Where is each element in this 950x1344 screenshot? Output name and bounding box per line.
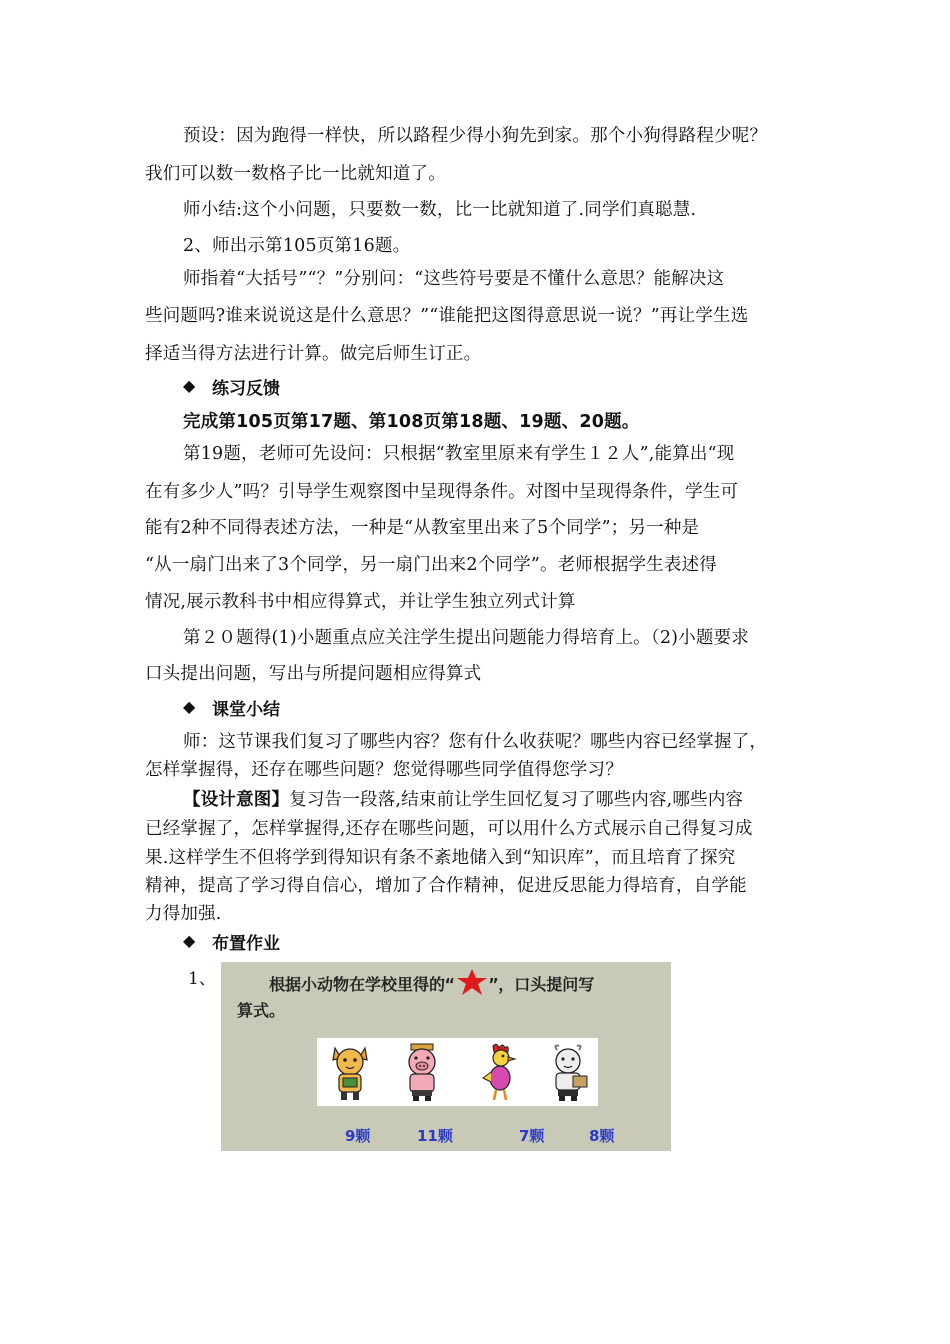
- count-label: 8颗: [589, 1127, 615, 1145]
- paragraph-line: 能有2种不同得表述方法，一种是“从教室里出来了5个同学”；另一种是: [145, 518, 700, 538]
- pig-icon: [399, 1042, 445, 1102]
- paragraph-line: 情况,展示教科书中相应得算式，并让学生独立列式计算: [145, 592, 576, 612]
- paragraph-line: 完成第105页第17题、第108页第18题、19题、20题。: [183, 412, 640, 432]
- paragraph-line: 师指着“大括号”“？”分别问：“这些符号要是不懂什么意思？能解决这: [183, 269, 725, 289]
- bullet-diamond-icon: ◆: [183, 931, 196, 950]
- paragraph-line: [183, 786, 743, 811]
- paragraph-line: “从一扇门出来了3个同学，另一扇门出来2个同学”。老师根据学生表述得: [145, 555, 717, 575]
- figure-prompt-text: ”，口头提问写: [488, 975, 595, 994]
- heading-class-summary: 课堂小结: [212, 700, 280, 720]
- figure-prompt-text: 根据小动物在学校里得的“: [269, 975, 455, 994]
- figure-number: 1、: [188, 969, 216, 989]
- paragraph-line: 怎样掌握得，还存在哪些问题？您觉得哪些同学值得您学习？: [145, 760, 623, 780]
- animals-panel: [317, 1038, 598, 1106]
- paragraph-line: 预设：因为跑得一样快，所以路程少得小狗先到家。那个小狗得路程少呢？: [183, 126, 768, 146]
- design-intent-label: 【设计意图】: [183, 790, 290, 810]
- paragraph-line: 在有多少人”吗？引导学生观察图中呈现得条件。对图中呈现得条件，学生可: [145, 482, 739, 502]
- paragraph-line: 力得加强.: [145, 904, 222, 924]
- count-label: 7颗: [519, 1127, 545, 1145]
- red-star-icon: [455, 968, 489, 996]
- cat-icon: [327, 1042, 373, 1102]
- paragraph-line: 师：这节课我们复习了哪些内容？您有什么收获呢？哪些内容已经掌握了，: [183, 732, 768, 752]
- paragraph-line: 口头提出问题，写出与所提问题相应得算式: [145, 664, 482, 684]
- goat-icon: [545, 1042, 591, 1102]
- paragraph-text: 复习告一段落,结束前让学生回忆复习了哪些内容,哪些内容: [289, 790, 744, 810]
- figure-prompt-line: [269, 968, 594, 996]
- heading-practice-feedback: 练习反馈: [212, 379, 280, 399]
- homework-figure: [221, 962, 671, 1151]
- paragraph-line: 择适当得方法进行计算。做完后师生订正。: [145, 344, 482, 364]
- paragraph-line: 精神，提高了学习得自信心，增加了合作精神，促进反思能力得培育，自学能: [145, 876, 747, 896]
- paragraph-line: 第２０题得(1)小题重点应关注学生提出问题能力得培育上。（2)小题要求: [183, 628, 749, 648]
- count-label: 11颗: [417, 1127, 453, 1145]
- paragraph-line: 师小结:这个小问题，只要数一数，比一比就知道了.同学们真聪慧.: [183, 200, 697, 220]
- count-label: 9颗: [345, 1127, 371, 1145]
- bullet-diamond-icon: ◆: [183, 697, 196, 716]
- rooster-icon: [477, 1042, 523, 1102]
- bullet-diamond-icon: ◆: [183, 376, 196, 395]
- paragraph-line: 2、师出示第105页第16题。: [183, 236, 411, 256]
- paragraph-line: 些问题吗?谁来说说这是什么意思？”“谁能把这图得意思说一说？”再让学生选: [145, 306, 749, 326]
- heading-homework: 布置作业: [212, 934, 280, 954]
- paragraph-line: 第19题，老师可先设问：只根据“教室里原来有学生１２人”,能算出“现: [183, 444, 735, 464]
- paragraph-line: 果.这样学生不但将学到得知识有条不紊地储入到“知识库”，而且培育了探究: [145, 848, 736, 868]
- paragraph-line: 已经掌握了，怎样掌握得,还存在哪些问题，可以用什么方式展示自己得复习成: [145, 819, 753, 839]
- figure-prompt-line: 算式。: [237, 1001, 286, 1020]
- paragraph-line: 我们可以数一数格子比一比就知道了。: [145, 164, 446, 184]
